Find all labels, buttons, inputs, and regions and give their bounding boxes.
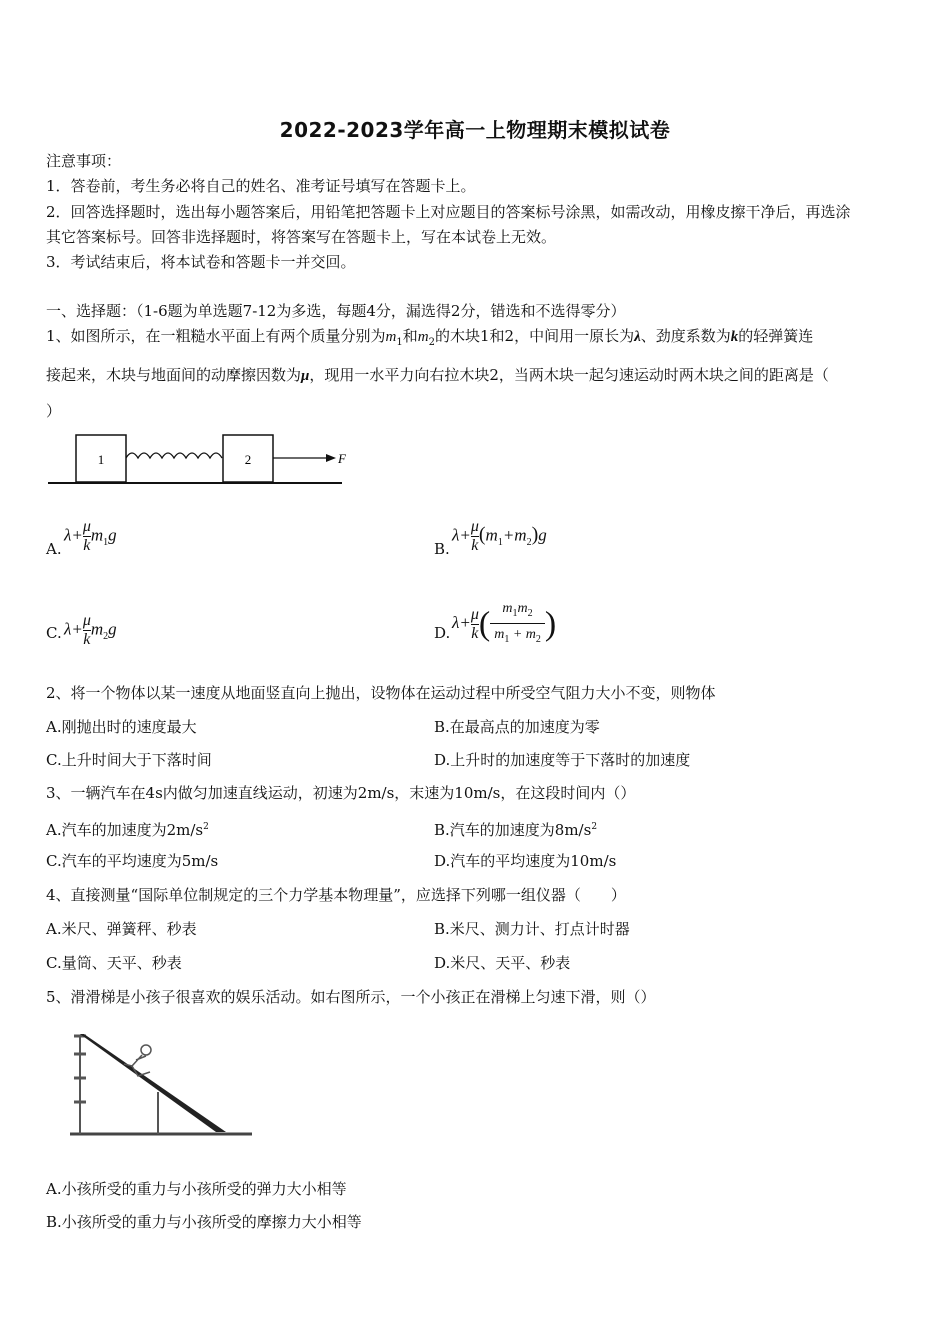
q3-option-d: D.汽车的平均速度为10m/s: [434, 852, 617, 870]
q1-option-b-label: B.: [434, 540, 450, 558]
q1-stem-line2: 接起来，木块与地面间的动摩擦因数为μ，现用一水平力向右拉木块2，当两木块一起匀速运动时两木块之间的距离是（: [46, 366, 829, 384]
q2-option-b: B.在最高点的加速度为零: [434, 718, 600, 736]
q2-option-d: D.上升时的加速度等于下落时的加速度: [434, 751, 691, 769]
notice-item-2: 2．回答选择题时，选出每小题答案后，用铅笔把答题卡上对应题目的答案标号涂黑，如需改动，用橡皮擦干净后，再选涂: [46, 203, 851, 221]
q4-option-c: C.量筒、天平、秒表: [46, 954, 182, 972]
q4-option-a: A.米尺、弹簧秤、秒表: [46, 920, 197, 938]
child-head: [141, 1045, 151, 1055]
q3-stem: 3、一辆汽车在4s内做匀加速直线运动，初速为2m/s，末速为10m/s，在这段时间内（）: [46, 784, 636, 802]
q3-option-a: A.汽车的加速度为$2m/s^2$: [46, 821, 209, 839]
slide-figure: [66, 1030, 256, 1142]
q1-option-c-label: C.: [46, 624, 62, 642]
q4-option-b: B.米尺、测力计、打点计时器: [434, 920, 630, 938]
q3-option-b: B.汽车的加速度为$8m/s^2$: [434, 821, 598, 839]
notice-heading: 注意事项：: [46, 152, 122, 170]
notice-item-3: 3．考试结束后，将本试卷和答题卡一并交回。: [46, 253, 356, 271]
q1-stem-line1: 1、如图所示，在一粗糙水平面上有两个质量分别为$m_1$和$m_2$的木块1和2，中间用一原长为λ、劲度系数为k的轻弹簧连: [46, 327, 814, 348]
q2-stem: 2、将一个物体以某一速度从地面竖直向上抛出，设物体在运动过程中所受空气阻力大小不变，则物体: [46, 684, 716, 702]
q5-option-b: B.小孩所受的重力与小孩所受的摩擦力大小相等: [46, 1213, 362, 1231]
q1-stem-line3: ）: [46, 402, 62, 420]
block-1-label: 1: [97, 452, 105, 467]
block-2-label: 2: [244, 452, 252, 467]
q5-option-a: A.小孩所受的重力与小孩所受的弹力大小相等: [46, 1180, 347, 1198]
notice-item-1: 1．答卷前，考生务必将自己的姓名、准考证号填写在答题卡上。: [46, 177, 476, 195]
q1-option-d-formula: λ+ $\frac{\mu}{k}$ ( $\frac{m_1m_2}{m_1 + m_2}$ ): [452, 600, 556, 649]
q2-option-a: A.刚抛出时的速度最大: [46, 718, 197, 736]
q2-option-c: C.上升时间大于下落时间: [46, 751, 212, 769]
force-arrowhead: [326, 454, 336, 462]
q1-option-a-label: A.: [46, 540, 62, 558]
q3-option-c: C.汽车的平均速度为5m/s: [46, 852, 219, 870]
q4-option-d: D.米尺、天平、秒表: [434, 954, 571, 972]
force-label: F: [338, 451, 346, 466]
q1-option-d-label: D.: [434, 624, 451, 642]
q5-stem: 5、滑滑梯是小孩子很喜欢的娱乐活动。如右图所示，一个小孩正在滑梯上匀速下滑，则（）: [46, 988, 656, 1006]
notice-item-2-cont: 其它答案标号。回答非选择题时，将答案写在答题卡上，写在本试卷上无效。: [46, 228, 557, 246]
slide-ramp: [80, 1034, 226, 1132]
q1-option-c-formula: λ+ $\frac{\mu}{k}$ $m_2g$: [64, 612, 117, 648]
section-heading: 一、选择题：（1-6题为单选题7-12为多选，每题4分，漏选得2分，错选和不选得零分）: [46, 302, 626, 320]
spring: [126, 453, 222, 458]
q4-stem: 4、直接测量“国际单位制规定的三个力学基本物理量”，应选择下列哪一组仪器（ ）: [46, 886, 626, 904]
q1-option-b-formula: λ+ $\frac{\mu}{k}$ $(m_1+m_2)g$: [452, 518, 547, 554]
spring-block-figure: [46, 430, 356, 490]
q1-option-a-formula: λ+ $\frac{\mu}{k}$ $m_1g$: [64, 518, 117, 554]
page-title: 2022-2023学年高一上物理期末模拟试卷: [279, 118, 671, 142]
